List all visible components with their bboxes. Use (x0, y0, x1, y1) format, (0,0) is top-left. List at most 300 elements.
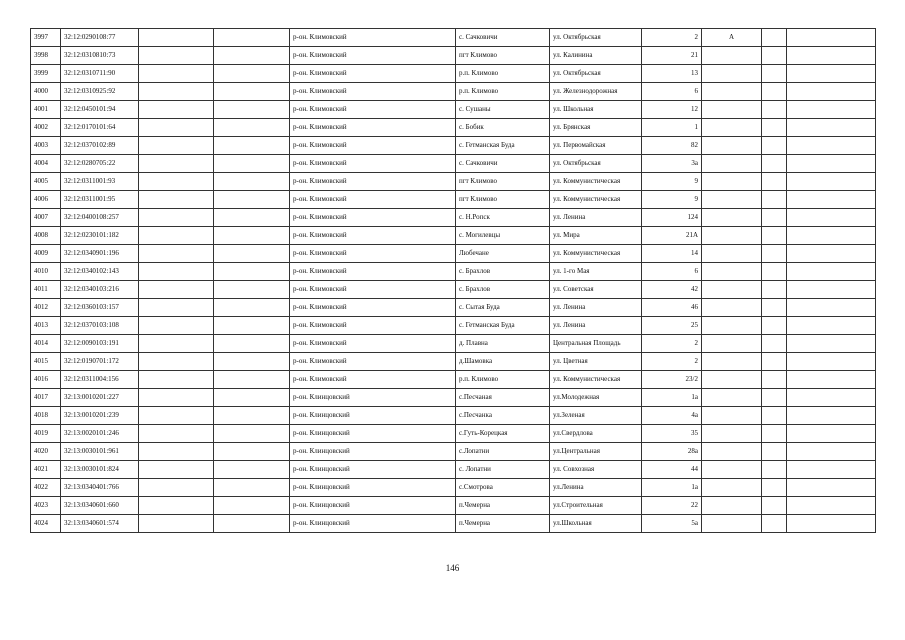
row-number-cell: 4007 (31, 209, 61, 227)
empty-cell (762, 137, 787, 155)
building-letter-cell (702, 65, 762, 83)
table-row (31, 425, 876, 443)
building-letter-cell (702, 335, 762, 353)
empty-cell (762, 497, 787, 515)
empty-cell (139, 299, 214, 317)
empty-cell (139, 227, 214, 245)
street-cell: ул.Школьная (550, 515, 642, 533)
table-row (31, 335, 876, 353)
district-cell: р-он. Климовский (290, 47, 456, 65)
cadastral-number-cell: 32:12:0370102:89 (61, 137, 139, 155)
district-cell: р-он. Климовский (290, 353, 456, 371)
district-cell: р-он. Клинцовский (290, 515, 456, 533)
house-number-cell: 4а (642, 407, 702, 425)
empty-cell (787, 515, 876, 533)
building-letter-cell (702, 389, 762, 407)
table-row (31, 317, 876, 335)
settlement-cell: п.Чемерна (456, 497, 550, 515)
empty-cell (214, 443, 290, 461)
empty-cell (787, 137, 876, 155)
district-cell: р-он. Климовский (290, 371, 456, 389)
district-cell: р-он. Климовский (290, 155, 456, 173)
cadastral-number-cell: 32:12:0370103:108 (61, 317, 139, 335)
empty-cell (762, 353, 787, 371)
house-number-cell: 28а (642, 443, 702, 461)
district-cell: р-он. Клинцовский (290, 461, 456, 479)
settlement-cell: д.Шамовка (456, 353, 550, 371)
street-cell: ул. Школьная (550, 101, 642, 119)
settlement-cell: с. Могилевцы (456, 227, 550, 245)
empty-cell (139, 47, 214, 65)
street-cell: ул. Первомайская (550, 137, 642, 155)
building-letter-cell (702, 83, 762, 101)
empty-cell (762, 335, 787, 353)
empty-cell (214, 371, 290, 389)
street-cell: ул. Ленина (550, 209, 642, 227)
empty-cell (214, 65, 290, 83)
house-number-cell: 21А (642, 227, 702, 245)
empty-cell (139, 335, 214, 353)
settlement-cell: с. Брахлов (456, 263, 550, 281)
district-cell: р-он. Клинцовский (290, 425, 456, 443)
settlement-cell: с. Гетманская Буда (456, 137, 550, 155)
cadastral-number-cell: 32:12:0190701:172 (61, 353, 139, 371)
settlement-cell: с.Песчанка (456, 407, 550, 425)
empty-cell (787, 47, 876, 65)
district-cell: р-он. Климовский (290, 299, 456, 317)
empty-cell (787, 335, 876, 353)
empty-cell (787, 389, 876, 407)
cadastral-number-cell: 32:12:0280705:22 (61, 155, 139, 173)
street-cell: ул. Цветная (550, 353, 642, 371)
empty-cell (139, 371, 214, 389)
settlement-cell: р.п. Климово (456, 371, 550, 389)
property-registry-table (30, 28, 876, 533)
building-letter-cell (702, 191, 762, 209)
house-number-cell: 1а (642, 479, 702, 497)
settlement-cell: с.Лопатни (456, 443, 550, 461)
district-cell: р-он. Климовский (290, 173, 456, 191)
row-number-cell: 4009 (31, 245, 61, 263)
row-number-cell: 4010 (31, 263, 61, 281)
house-number-cell: 12 (642, 101, 702, 119)
row-number-cell: 4004 (31, 155, 61, 173)
row-number-cell: 4018 (31, 407, 61, 425)
cadastral-number-cell: 32:13:0030101:824 (61, 461, 139, 479)
cadastral-number-cell: 32:12:0310711:90 (61, 65, 139, 83)
empty-cell (787, 371, 876, 389)
row-number-cell: 4019 (31, 425, 61, 443)
settlement-cell: с. Бобик (456, 119, 550, 137)
settlement-cell: с. Лопатни (456, 461, 550, 479)
table-row (31, 101, 876, 119)
building-letter-cell (702, 173, 762, 191)
table-row (31, 497, 876, 515)
empty-cell (762, 371, 787, 389)
empty-cell (139, 65, 214, 83)
empty-cell (214, 263, 290, 281)
street-cell: ул. Ленина (550, 299, 642, 317)
empty-cell (787, 191, 876, 209)
settlement-cell: пгт Климово (456, 47, 550, 65)
row-number-cell: 4000 (31, 83, 61, 101)
settlement-cell: с. Сачковичи (456, 29, 550, 47)
table-row (31, 443, 876, 461)
street-cell: ул. Советская (550, 281, 642, 299)
settlement-cell: с.Песчаная (456, 389, 550, 407)
empty-cell (787, 281, 876, 299)
building-letter-cell (702, 515, 762, 533)
cadastral-number-cell: 32:12:0290108:77 (61, 29, 139, 47)
district-cell: р-он. Климовский (290, 281, 456, 299)
empty-cell (762, 245, 787, 263)
table-row (31, 479, 876, 497)
settlement-cell: д. Плавна (456, 335, 550, 353)
empty-cell (762, 425, 787, 443)
building-letter-cell (702, 47, 762, 65)
empty-cell (787, 263, 876, 281)
table-row (31, 191, 876, 209)
street-cell: ул. Октябрьская (550, 29, 642, 47)
district-cell: р-он. Клинцовский (290, 479, 456, 497)
row-number-cell: 4013 (31, 317, 61, 335)
cadastral-number-cell: 32:12:0311001:95 (61, 191, 139, 209)
empty-cell (762, 317, 787, 335)
empty-cell (787, 83, 876, 101)
table-row (31, 227, 876, 245)
row-number-cell: 4015 (31, 353, 61, 371)
empty-cell (139, 353, 214, 371)
empty-cell (787, 353, 876, 371)
empty-cell (762, 101, 787, 119)
building-letter-cell: А (702, 29, 762, 47)
empty-cell (139, 29, 214, 47)
district-cell: р-он. Климовский (290, 29, 456, 47)
cadastral-number-cell: 32:13:0030101:961 (61, 443, 139, 461)
empty-cell (214, 461, 290, 479)
empty-cell (762, 29, 787, 47)
row-number-cell: 4023 (31, 497, 61, 515)
empty-cell (787, 29, 876, 47)
empty-cell (787, 209, 876, 227)
table-row (31, 353, 876, 371)
cadastral-number-cell: 32:12:0311001:93 (61, 173, 139, 191)
table-row (31, 371, 876, 389)
row-number-cell: 4011 (31, 281, 61, 299)
table-row (31, 47, 876, 65)
street-cell: ул.Строительная (550, 497, 642, 515)
house-number-cell: 6 (642, 83, 702, 101)
empty-cell (214, 515, 290, 533)
building-letter-cell (702, 371, 762, 389)
district-cell: р-он. Климовский (290, 335, 456, 353)
empty-cell (787, 443, 876, 461)
street-cell: ул. 1-го Мая (550, 263, 642, 281)
table-row (31, 83, 876, 101)
street-cell: ул.Свердлова (550, 425, 642, 443)
empty-cell (214, 137, 290, 155)
table-row (31, 281, 876, 299)
district-cell: р-он. Климовский (290, 101, 456, 119)
street-cell: ул. Мира (550, 227, 642, 245)
cadastral-number-cell: 32:12:0311004:156 (61, 371, 139, 389)
empty-cell (214, 335, 290, 353)
empty-cell (762, 443, 787, 461)
settlement-cell: с. Сушаны (456, 101, 550, 119)
page-number: 146 (445, 563, 460, 573)
building-letter-cell (702, 425, 762, 443)
settlement-cell: с. Сытая Буда (456, 299, 550, 317)
row-number-cell: 4014 (31, 335, 61, 353)
building-letter-cell (702, 479, 762, 497)
settlement-cell: с.Гуть-Корецкая (456, 425, 550, 443)
empty-cell (214, 497, 290, 515)
empty-cell (762, 263, 787, 281)
empty-cell (214, 245, 290, 263)
empty-cell (762, 47, 787, 65)
empty-cell (214, 47, 290, 65)
cadastral-number-cell: 32:12:0310810:73 (61, 47, 139, 65)
house-number-cell: 124 (642, 209, 702, 227)
empty-cell (139, 245, 214, 263)
empty-cell (214, 101, 290, 119)
building-letter-cell (702, 407, 762, 425)
table-row (31, 245, 876, 263)
table-row (31, 389, 876, 407)
empty-cell (787, 461, 876, 479)
empty-cell (787, 173, 876, 191)
empty-cell (214, 119, 290, 137)
cadastral-number-cell: 32:12:0170101:64 (61, 119, 139, 137)
empty-cell (139, 461, 214, 479)
empty-cell (139, 155, 214, 173)
district-cell: р-он. Климовский (290, 209, 456, 227)
house-number-cell: 23/2 (642, 371, 702, 389)
empty-cell (139, 425, 214, 443)
building-letter-cell (702, 263, 762, 281)
house-number-cell: 21 (642, 47, 702, 65)
building-letter-cell (702, 119, 762, 137)
house-number-cell: 1а (642, 389, 702, 407)
house-number-cell: 13 (642, 65, 702, 83)
empty-cell (762, 227, 787, 245)
district-cell: р-он. Климовский (290, 263, 456, 281)
district-cell: р-он. Климовский (290, 245, 456, 263)
settlement-cell: р.п. Климово (456, 65, 550, 83)
house-number-cell: 35 (642, 425, 702, 443)
building-letter-cell (702, 245, 762, 263)
row-number-cell: 4008 (31, 227, 61, 245)
street-cell: ул.Центральная (550, 443, 642, 461)
street-cell: ул. Коммунистическая (550, 191, 642, 209)
empty-cell (787, 65, 876, 83)
cadastral-number-cell: 32:12:0090103:191 (61, 335, 139, 353)
row-number-cell: 4001 (31, 101, 61, 119)
district-cell: р-он. Климовский (290, 227, 456, 245)
house-number-cell: 22 (642, 497, 702, 515)
building-letter-cell (702, 299, 762, 317)
building-letter-cell (702, 227, 762, 245)
empty-cell (787, 101, 876, 119)
row-number-cell: 3998 (31, 47, 61, 65)
street-cell: ул.Молодежная (550, 389, 642, 407)
settlement-cell: Любечане (456, 245, 550, 263)
settlement-cell: с.Смотрова (456, 479, 550, 497)
cadastral-number-cell: 32:12:0360103:157 (61, 299, 139, 317)
house-number-cell: 9 (642, 173, 702, 191)
empty-cell (139, 119, 214, 137)
empty-cell (787, 479, 876, 497)
empty-cell (139, 515, 214, 533)
cadastral-number-cell: 32:13:0020101:246 (61, 425, 139, 443)
building-letter-cell (702, 317, 762, 335)
empty-cell (787, 227, 876, 245)
empty-cell (762, 461, 787, 479)
row-number-cell: 4021 (31, 461, 61, 479)
row-number-cell: 4012 (31, 299, 61, 317)
street-cell: ул.Ленина (550, 479, 642, 497)
cadastral-number-cell: 32:13:0010201:239 (61, 407, 139, 425)
empty-cell (787, 407, 876, 425)
table-row (31, 263, 876, 281)
empty-cell (214, 389, 290, 407)
house-number-cell: 2 (642, 29, 702, 47)
row-number-cell: 4016 (31, 371, 61, 389)
empty-cell (139, 173, 214, 191)
house-number-cell: 3а (642, 155, 702, 173)
table-row (31, 299, 876, 317)
house-number-cell: 44 (642, 461, 702, 479)
empty-cell (139, 317, 214, 335)
empty-cell (787, 155, 876, 173)
street-cell: ул. Ленина (550, 317, 642, 335)
empty-cell (214, 83, 290, 101)
table-body (31, 29, 876, 533)
row-number-cell: 3997 (31, 29, 61, 47)
settlement-cell: пгт Климово (456, 191, 550, 209)
table-row (31, 407, 876, 425)
cadastral-number-cell: 32:13:0340401:766 (61, 479, 139, 497)
district-cell: р-он. Клинцовский (290, 443, 456, 461)
table-row (31, 155, 876, 173)
table-row (31, 461, 876, 479)
row-number-cell: 4022 (31, 479, 61, 497)
empty-cell (762, 191, 787, 209)
street-cell: ул. Коммунистическая (550, 173, 642, 191)
empty-cell (214, 479, 290, 497)
empty-cell (139, 263, 214, 281)
row-number-cell: 4017 (31, 389, 61, 407)
district-cell: р-он. Клинцовский (290, 497, 456, 515)
cadastral-number-cell: 32:12:0400108:257 (61, 209, 139, 227)
street-cell: ул. Октябрьская (550, 155, 642, 173)
street-cell: ул. Коммунистическая (550, 371, 642, 389)
empty-cell (139, 497, 214, 515)
house-number-cell: 6 (642, 263, 702, 281)
building-letter-cell (702, 497, 762, 515)
house-number-cell: 25 (642, 317, 702, 335)
empty-cell (214, 299, 290, 317)
building-letter-cell (702, 353, 762, 371)
street-cell: ул. Октябрьская (550, 65, 642, 83)
empty-cell (787, 425, 876, 443)
empty-cell (214, 407, 290, 425)
table-row (31, 515, 876, 533)
empty-cell (214, 281, 290, 299)
settlement-cell: п.Чемерна (456, 515, 550, 533)
street-cell: ул. Железнодорожная (550, 83, 642, 101)
street-cell: ул. Коммунистическая (550, 245, 642, 263)
empty-cell (762, 173, 787, 191)
settlement-cell: с. Н.Ропск (456, 209, 550, 227)
district-cell: р-он. Климовский (290, 191, 456, 209)
house-number-cell: 82 (642, 137, 702, 155)
empty-cell (139, 443, 214, 461)
empty-cell (139, 281, 214, 299)
empty-cell (139, 407, 214, 425)
row-number-cell: 4024 (31, 515, 61, 533)
street-cell: ул.Зеленая (550, 407, 642, 425)
empty-cell (214, 353, 290, 371)
empty-cell (139, 191, 214, 209)
building-letter-cell (702, 101, 762, 119)
table-row (31, 119, 876, 137)
street-cell: ул. Калинина (550, 47, 642, 65)
empty-cell (214, 29, 290, 47)
cadastral-number-cell: 32:12:0230101:182 (61, 227, 139, 245)
empty-cell (214, 425, 290, 443)
empty-cell (762, 83, 787, 101)
building-letter-cell (702, 155, 762, 173)
house-number-cell: 2 (642, 353, 702, 371)
cadastral-number-cell: 32:12:0340103:216 (61, 281, 139, 299)
building-letter-cell (702, 443, 762, 461)
empty-cell (214, 155, 290, 173)
street-cell: ул. Брянская (550, 119, 642, 137)
cadastral-number-cell: 32:13:0010201:227 (61, 389, 139, 407)
district-cell: р-он. Клинцовский (290, 407, 456, 425)
empty-cell (139, 101, 214, 119)
house-number-cell: 5а (642, 515, 702, 533)
empty-cell (139, 389, 214, 407)
empty-cell (214, 191, 290, 209)
house-number-cell: 46 (642, 299, 702, 317)
district-cell: р-он. Климовский (290, 65, 456, 83)
empty-cell (787, 119, 876, 137)
settlement-cell: пгт Климово (456, 173, 550, 191)
empty-cell (787, 245, 876, 263)
empty-cell (762, 515, 787, 533)
house-number-cell: 9 (642, 191, 702, 209)
cadastral-number-cell: 32:12:0310925:92 (61, 83, 139, 101)
street-cell: Центральная Площадь (550, 335, 642, 353)
table-row (31, 29, 876, 47)
district-cell: р-он. Климовский (290, 83, 456, 101)
table-row (31, 65, 876, 83)
settlement-cell: р.п. Климово (456, 83, 550, 101)
building-letter-cell (702, 281, 762, 299)
cadastral-number-cell: 32:13:0340601:660 (61, 497, 139, 515)
row-number-cell: 4005 (31, 173, 61, 191)
district-cell: р-он. Климовский (290, 317, 456, 335)
empty-cell (762, 479, 787, 497)
empty-cell (762, 155, 787, 173)
building-letter-cell (702, 461, 762, 479)
empty-cell (762, 389, 787, 407)
row-number-cell: 4003 (31, 137, 61, 155)
table-row (31, 209, 876, 227)
empty-cell (139, 479, 214, 497)
